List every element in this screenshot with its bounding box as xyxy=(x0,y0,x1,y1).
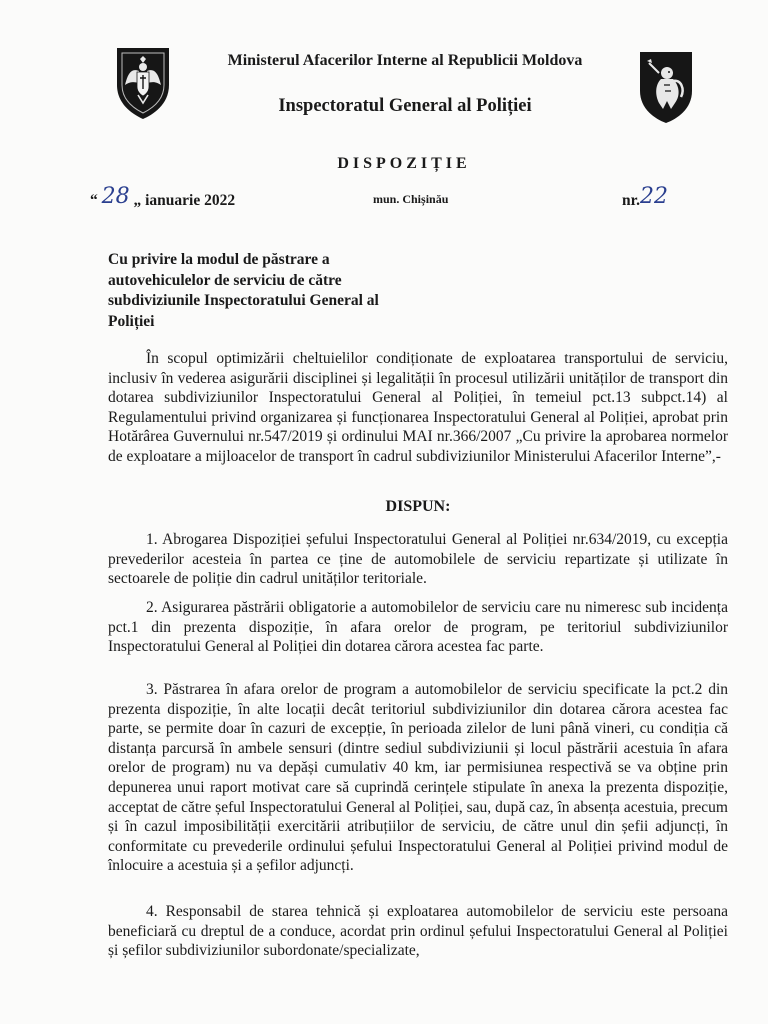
document-title: DISPOZIȚIE xyxy=(337,155,471,172)
handwritten-day: 28 xyxy=(101,184,130,209)
point-2-paragraph: 2. Asigurarea păstrării obligatorie a automobilelor de serviciu care nu nimeresc sub incidența pct.1 din prezenta dispoziție, în afara orelor de program, pe teritoriul subdiviziunilor Inspectoratului General al Poliției din dotarea cărora acestea fac parte. xyxy=(108,599,728,656)
date-open-quote: “ xyxy=(90,192,98,209)
number-label: nr. xyxy=(622,192,640,209)
inspectorate-heading: Inspectoratul General al Poliției xyxy=(278,96,532,116)
document-date xyxy=(90,186,235,211)
police-lion-coat-of-arms-icon xyxy=(637,49,695,125)
ministry-heading: Ministerul Afacerilor Interne al Republicii Moldova xyxy=(227,52,583,69)
moldova-eagle-coat-of-arms-icon xyxy=(114,45,172,121)
document-city: mun. Chișinău xyxy=(373,192,449,206)
point-1-paragraph: 1. Abrogarea Dispoziției șefului Inspectoratului General al Poliției nr.634/2019, cu excepția prevederilor acesteia în partea ce ține de automobilele de serviciu repartizate și utilizate în sectoarele de poliție din cadrul unităților teritoriale. xyxy=(108,531,728,588)
date-month-year: „ ianuarie 2022 xyxy=(133,192,236,209)
handwritten-number: 22 xyxy=(639,184,668,209)
document-number xyxy=(622,186,668,211)
intro-paragraph: În scopul optimizării cheltuielilor condiționate de exploatarea transportului de serviciu, inclusiv în vederea asigurării disciplinei și legalității în procesul utilizării unităților de transport din dotarea subdiviziunilor Inspectoratului General al Poliției, în temeiul pct.13 subpct.14) al Regulamentului privind organizarea și funcționarea Inspectoratului General al Poliției, aprobat prin Hotărârea Guvernului nr.547/2019 și ordinului MAI nr.366/2007 „Cu privire la aprobarea normelor de exploatare a mijloacelor de transport în cadrul subdiviziunilor Ministerului Afacerilor Interne”,- xyxy=(108,350,728,465)
dispun-heading: DISPUN: xyxy=(385,498,451,515)
point-3-paragraph: 3. Păstrarea în afara orelor de program a automobilelor de serviciu specificate la pct.2 din prezenta dispoziție, în alte locații decât teritoriul subdiviziunilor din dotarea cărora acestea fac parte, se permite doar în cazuri de excepție, în perioada zilelor de luni până vineri, cu condiția că distanța parcursă în ambele sensuri (dintre sediul subdiviziunii și locul păstrării acestuia în afara orelor de program) nu va depăși cumulativ 40 km, iar permisiunea respectivă se va obține prin depunerea unui raport motivat care să cuprindă cerințele stipulate în anexa la prezenta dispoziție, acceptat de către șeful Inspectoratului General al Poliției, sau, după caz, în absența acestuia, precum și în cazul imposibilității exercitării atribuțiilor de serviciu, de către unul din șefii adjuncți, în conformitate cu prevederile ordinului șefului Inspectoratului General al Poliției privind modul de înlocuire a acestuia și a șefilor adjuncți. xyxy=(108,681,728,875)
point-4-paragraph: 4. Responsabil de starea tehnică și exploatarea automobilelor de serviciu este persoana beneficiară cu dreptul de a conduce, acordat prin ordinul șefului Inspectoratului General al Poliției și șefilor subdiviziunilor subordonate/specializate, xyxy=(108,903,728,960)
document-subject: Cu privire la modul de păstrare a autovehiculelor de serviciu de către subdiviziunile Inspectoratului General al Poliției xyxy=(108,251,379,330)
